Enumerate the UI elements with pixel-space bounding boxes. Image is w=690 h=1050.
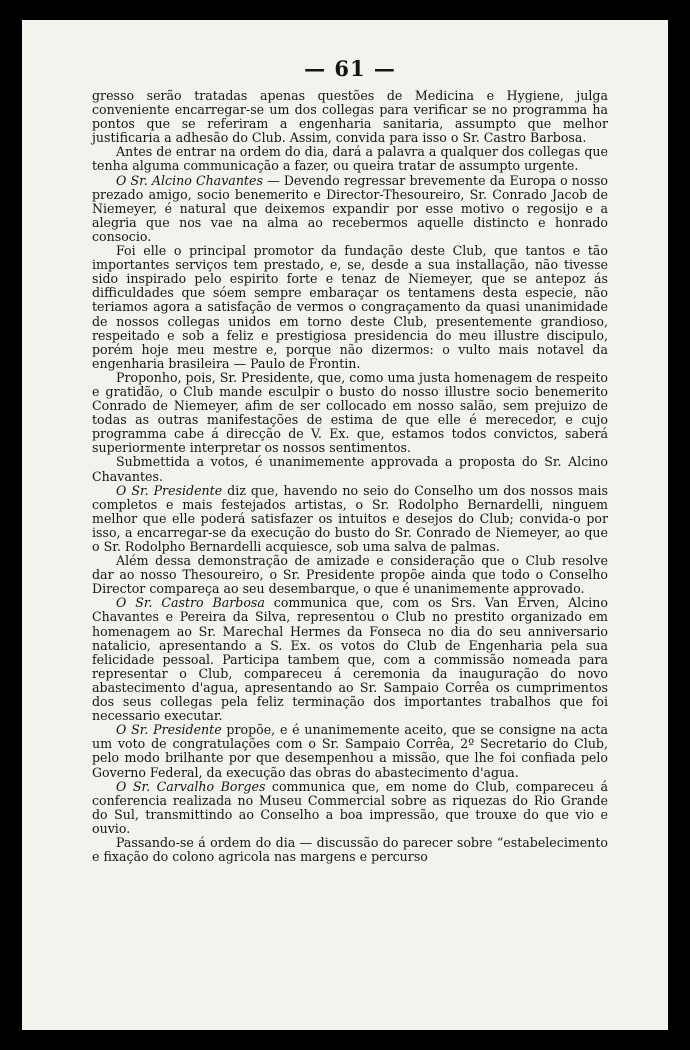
paragraph-text: Além dessa demonstração de amizade e consideração que o Club resolve dar ao nosso Thesoureiro, o Sr. Presidente propõe ainda que todo o Conselho Director compareça ao seu desembarque, o que é unanimemente approvado. [92,553,608,597]
paragraph-text: propõe, e é unanimemente aceito, que se consigne na acta um voto de congratulações com o Sr. Sampaio Corrêa, 2º Secretario do Club, pelo modo brilhante por que desempenhou a missão, que lhe foi confiada pelo Governo Federal, da execução das obras do abastecimento d'agua. [92,722,608,780]
speaker-name: O Sr. Presidente [116,482,223,498]
document-page [22,20,668,1030]
page-number: — 61 — [304,56,396,81]
paragraph-text: communica que, com os Srs. Van Erven, Alcino Chavantes e Pereira da Silva, representou o Club no prestito organizado em homenagem ao Sr. Marechal Hermes da Fonseca no dia do seu anniversario natalicio, apresentando a S. Ex. os votos do Club de Engenharia pela sua felicidade pessoal. Participa tambem que, com a commissão nomeada para representar o Club, compareceu á ceremonia da inauguração do novo abastecimento d'agua, apresentando ao Sr. Sampaio Corrêa os cumprimentos dos seus collegas pela feliz terminação dos importantes trabalhos que foi necessario executar. [92,595,608,724]
paragraph-5 [92,371,608,456]
paragraph-10 [92,723,608,779]
paragraph-6 [92,455,608,483]
paragraph-text: Submettida a votos, é unanimemente approvada a proposta do Sr. Alcino Chavantes. [92,454,608,484]
body-text [92,89,608,864]
paragraph-3 [92,174,608,244]
paragraph-4 [92,244,608,371]
paragraph-text: gresso serão tratadas apenas questões de Medicina e Hygiene, julga conveniente encarregar-se um dos collegas para verificar se no programma ha pontos que se referiram a engenharia sanitaria, assumpto que melhor justificaria a adhesão do Club. Assim, convida para isso o Sr. Castro Barbosa. [92,88,608,146]
paragraph-12 [92,836,608,864]
paragraph-text: — Devendo regressar brevemente da Europa o nosso prezado amigo, socio benemerito e Director-Thesoureiro, Sr. Conrado Jacob de Niemeyer, é natural que deixemos expandir por esse motivo o regosijo e a alegria que nos vae na alma ao recebermos aquelle distincto e honrado consocio. [92,172,609,244]
paragraph-9 [92,596,608,723]
speaker-name: O Sr. Presidente [116,722,222,738]
paragraph-text: Antes de entrar na ordem do dia, dará a palavra a qualquer dos collegas que tenha alguma communicação a fazer, ou queira tratar de assumpto urgente. [92,144,608,174]
paragraph-text: diz que, havendo no seio do Conselho um dos nossos mais completos e mais festejados artistas, o Sr. Rodolpho Bernardelli, ninguem melhor que elle poderá satisfazer os intuitos e desejos do Club; convida-o por isso, a encarregar-se da execução do busto do Sr. Conrado de Niemeyer, ao que o Sr. Rodolpho Bernardelli acquiesce, sob uma salva de palmas. [92,482,608,554]
paragraph-text: communica que, em nome do Club, compareceu á conferencia realizada no Museu Commercial sobre as riquezas do Rio Grande do Sul, transmittindo ao Conselho a boa impressão, que trouxe do que vio e ouvio. [92,778,608,836]
paragraph-8 [92,554,608,596]
paragraph-7 [92,484,608,554]
paragraph-11 [92,780,608,836]
paragraph-2 [92,145,608,173]
paragraph-text: Passando-se á ordem do dia — discussão do parecer sobre “estabelecimento e fixação do colono agricola nas margens e percurso [92,834,608,865]
speaker-name: O Sr. Castro Barbosa [116,595,265,611]
speaker-name: O Sr. Carvalho Borges [116,778,266,794]
speaker-name: O Sr. Alcino Chavantes [116,172,263,188]
paragraph-text: Proponho, pois, Sr. Presidente, que, como uma justa homenagem de respeito e gratidão, o Club mande esculpir o busto do nosso illustre socio benemerito Conrado de Niemeyer, afim de ser collocado em nosso salão, sem prejuizo de todas as outras manifestações de estima de que elle é merecedor, e cujo programma cabe á direcção de V. Ex. que, estamos todos convictos, saberá superiormente interpretar os nossos sentimentos. [92,369,608,456]
paragraph-1 [92,89,608,145]
paragraph-text: Foi elle o principal promotor da fundação deste Club, que tantos e tão importantes serviços tem prestado, e, se, desde a sua installação, não tivesse sido inspirado pelo espirito forte e tenaz de Niemeyer, que se antepoz ás difficuldades que sóem sempre embaraçar os tentamens desta especie, não teriamos agora a satisfação de vermos o congraçamento da quasi unanimidade de nossos collegas unidos em torno deste Club, presentemente grandioso, respeitado e sob a feliz e prestigiosa presidencia do meu illustre discipulo, porém hoje meu mestre e, porque não dizermos: o vulto mais notavel da engenharia brasileira — Paulo de Frontin. [92,243,608,371]
